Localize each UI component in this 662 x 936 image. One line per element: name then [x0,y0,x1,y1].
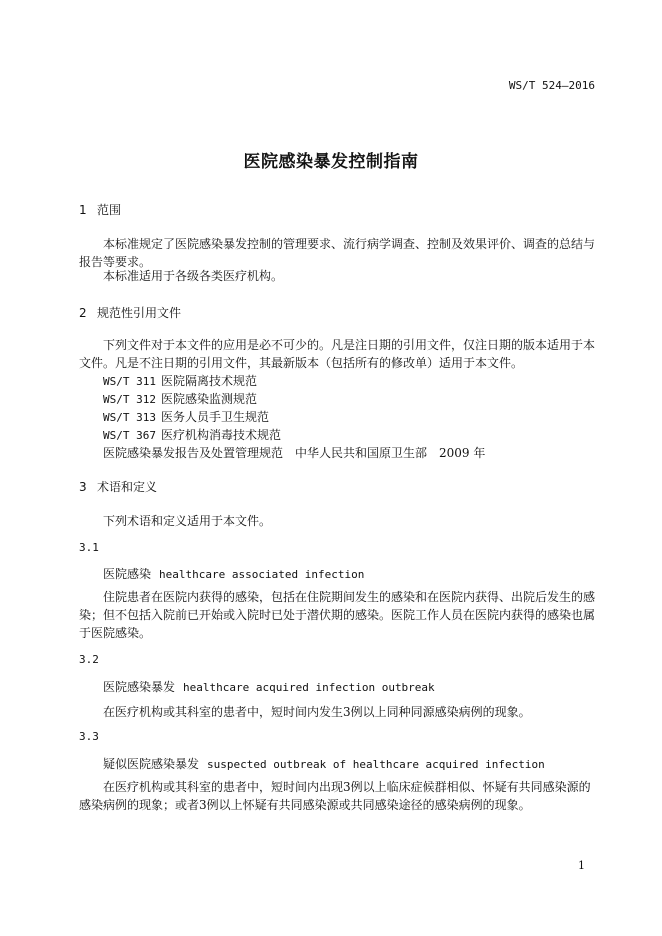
section-number: 1 [79,203,87,217]
term-chinese: 医院感染暴发 [103,680,176,694]
reference-name: 医院隔离技术规范 [161,374,258,388]
term-title [103,678,435,695]
reference-code: WS/T 313 [103,411,156,424]
document-title: 医院感染暴发控制指南 [243,152,419,172]
standard-id: WS/T 524—2016 [508,79,595,92]
section-3-intro: 下列术语和定义适用于本文件。 [103,514,272,528]
section-title: 范围 [97,203,122,217]
reference-code: WS/T 311 [103,375,156,388]
section-title: 术语和定义 [97,480,158,494]
reference-code: WS/T 312 [103,393,156,406]
term-number: 3.3 [79,730,99,743]
term-english: healthcare associated infection [159,568,365,581]
term-chinese: 疑似医院感染暴发 [103,757,200,771]
reference-item [103,426,281,443]
term-english: healthcare acquired infection outbreak [183,681,435,694]
reference-code: WS/T 367 [103,429,156,442]
reference-name: 医疗机构消毒技术规范 [161,428,282,442]
section-1-heading [79,201,121,218]
reference-name: 医院感染监测规范 [161,392,258,406]
section-number: 2 [79,306,87,320]
section-title: 规范性引用文件 [97,306,182,320]
reference-name: 医务人员手卫生规范 [161,410,270,424]
section-1-paragraph: 本标准规定了医院感染暴发控制的管理要求、流行病学调查、控制及效果评价、调查的总结与报告等要求。 [79,237,596,269]
term-english: suspected outbreak of healthcare acquired infection [207,758,545,771]
reference-item [103,372,257,389]
reference-item [103,408,269,425]
term-title [103,565,364,582]
section-3-heading [79,478,157,495]
reference-item [103,390,257,407]
term-definition: 在医疗机构或其科室的患者中，短时间内发生3例以上同种同源感染病例的现象。 [103,705,531,719]
section-2-paragraph: 下列文件对于本文件的应用是必不可少的。凡是注日期的引用文件，仅注日期的版本适用于本文件。凡是不注日期的引用文件，其最新版本（包括所有的修改单）适用于本文件。 [79,338,596,370]
page-number: 1 [578,859,585,872]
term-title [103,755,545,772]
term-definition: 住院患者在医院内获得的感染，包括在住院期间发生的感染和在医院内获得、出院后发生的感染；但不包括入院前已开始或入院时已处于潜伏期的感染。医院工作人员在医院内获得的感染也属于医院感染。 [79,590,596,640]
reference-item-regulation: 医院感染暴发报告及处置管理规范 中华人民共和国原卫生部 2009 年 [103,446,486,460]
term-number: 3.2 [79,653,99,666]
section-2-heading [79,304,181,321]
term-chinese: 医院感染 [103,567,152,581]
term-number: 3.1 [79,541,99,554]
term-definition: 在医疗机构或其科室的患者中，短时间内出现3例以上临床症候群相似、怀疑有共同感染源的感染病例的现象；或者3例以上怀疑有共同感染源或共同感染途径的感染病例的现象。 [79,780,591,812]
section-number: 3 [79,480,87,494]
section-1-paragraph-2: 本标准适用于各级各类医疗机构。 [103,269,284,283]
